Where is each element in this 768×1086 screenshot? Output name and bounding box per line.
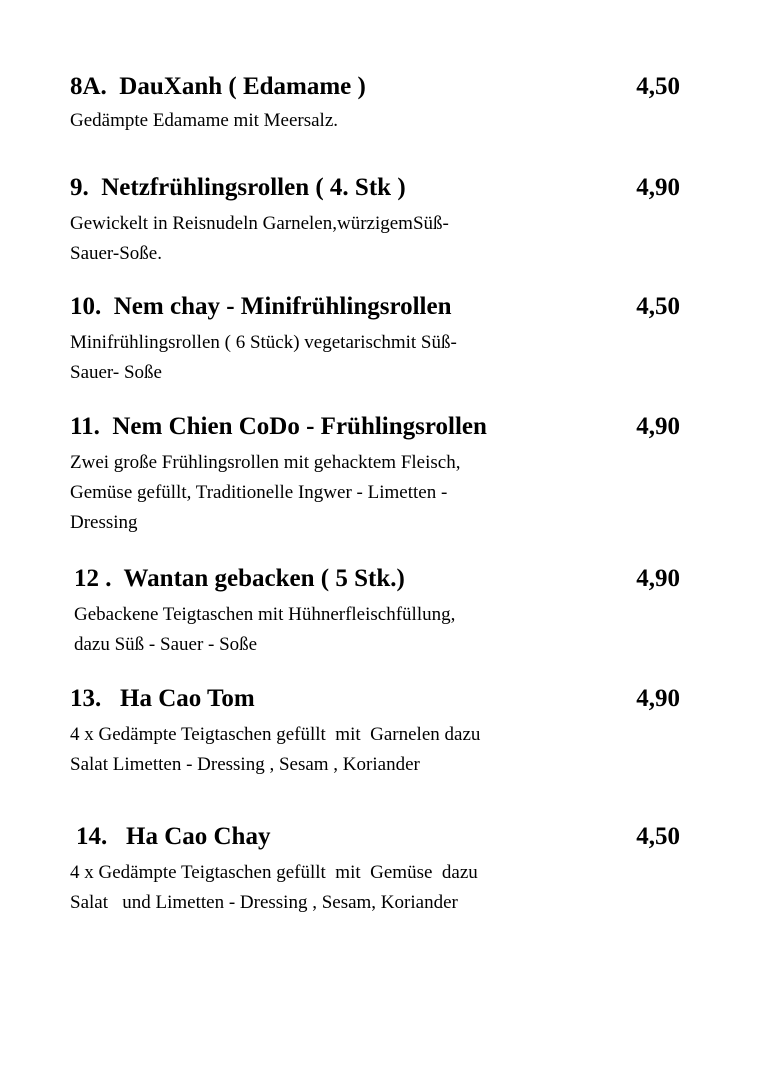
item-description bbox=[70, 209, 630, 269]
description-line: Zwei große Frühlingsrollen mit gehacktem Fleisch, bbox=[70, 452, 461, 473]
item-title: 10. Nem chay - Minifrühlingsrollen bbox=[70, 293, 452, 320]
description-line: Salat und Limetten - Dressing , Sesam, Koriander bbox=[70, 892, 458, 913]
description-line: Gedämpte Edamame mit Meersalz. bbox=[70, 110, 339, 131]
item-price: 4,90 bbox=[636, 174, 680, 201]
description-line: 4 x Gedämpte Teigtaschen gefüllt mit Garnelen dazu bbox=[70, 724, 481, 745]
item-title: 12 . Wantan gebacken ( 5 Stk.) bbox=[74, 565, 405, 592]
description-line: Sauer- Soße bbox=[70, 362, 162, 383]
item-price: 4,90 bbox=[636, 413, 680, 440]
item-description bbox=[70, 328, 630, 388]
description-line: Gewickelt in Reisnudeln Garnelen,würzigemSüß- bbox=[70, 213, 449, 234]
description-line: Salat Limetten - Dressing , Sesam , Koriander bbox=[70, 754, 420, 775]
description-line: Sauer-Soße. bbox=[70, 243, 162, 264]
item-price: 4,90 bbox=[636, 685, 680, 712]
item-description bbox=[70, 858, 630, 918]
description-line: Minifrühlingsrollen ( 6 Stück) vegetarischmit Süß- bbox=[70, 332, 457, 353]
item-title: 9. Netzfrühlingsrollen ( 4. Stk ) bbox=[70, 174, 406, 201]
item-title: 14. Ha Cao Chay bbox=[76, 823, 271, 850]
item-title: 11. Nem Chien CoDo - Frühlingsrollen bbox=[70, 413, 487, 440]
description-line: dazu Süß - Sauer - Soße bbox=[74, 634, 258, 655]
item-description bbox=[70, 720, 630, 780]
item-description bbox=[70, 448, 630, 538]
description-line: Dressing bbox=[70, 512, 138, 533]
item-price: 4,50 bbox=[636, 293, 680, 320]
item-description bbox=[74, 600, 634, 660]
description-line: Gemüse gefüllt, Traditionelle Ingwer - Limetten - bbox=[70, 482, 448, 503]
item-price: 4,90 bbox=[636, 565, 680, 592]
item-description bbox=[70, 106, 630, 136]
item-price: 4,50 bbox=[636, 73, 680, 100]
item-title: 13. Ha Cao Tom bbox=[70, 685, 255, 712]
item-price: 4,50 bbox=[636, 823, 680, 850]
item-title: 8A. DauXanh ( Edamame ) bbox=[70, 73, 366, 100]
description-line: 4 x Gedämpte Teigtaschen gefüllt mit Gemüse dazu bbox=[70, 862, 478, 883]
description-line: Gebackene Teigtaschen mit Hühnerfleischfüllung, bbox=[74, 604, 456, 625]
